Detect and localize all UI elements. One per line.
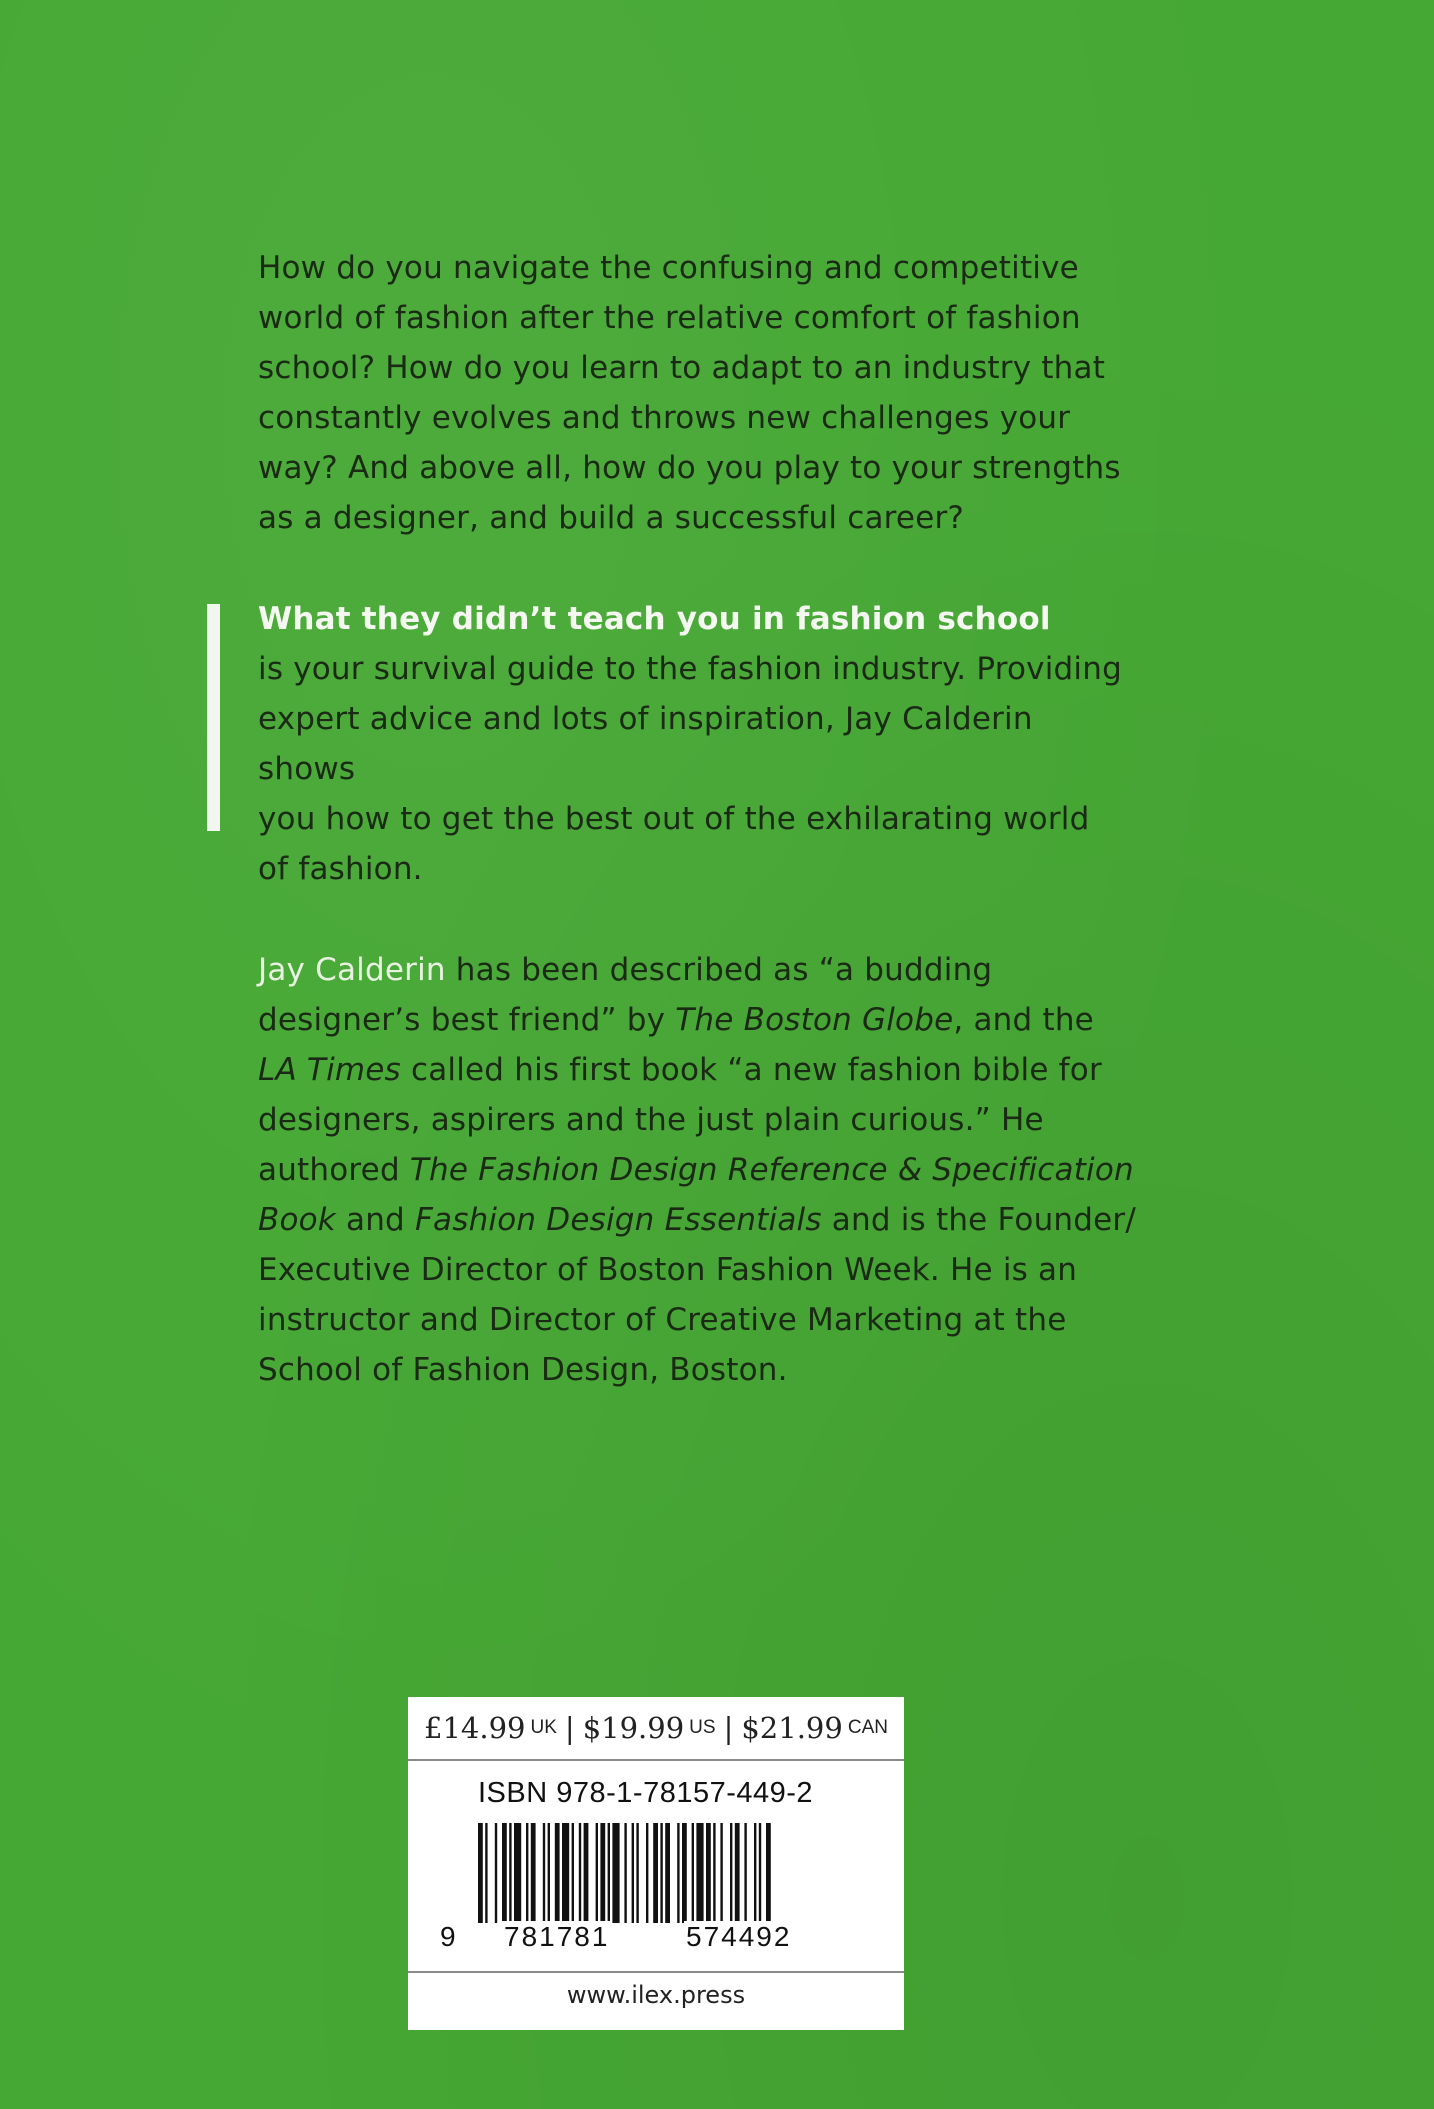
author-name: Jay Calderin	[258, 952, 446, 988]
divider	[408, 1759, 904, 1761]
blurb-accent-bar	[207, 604, 220, 831]
publication-name: LA Times	[258, 1052, 401, 1088]
author-line: Executive Director of Boston Fashion Week. He is an	[258, 1252, 1078, 1288]
author-line	[258, 1045, 1138, 1095]
blurb-line: expert advice and lots of inspiration, Jay Calderin shows	[258, 701, 1033, 787]
book-title: What they didn’t teach you in fashion school	[258, 601, 1051, 637]
currency-can: CAN	[847, 1717, 888, 1738]
author-text: and is the Founder/	[821, 1202, 1137, 1238]
author-line	[258, 1195, 1138, 1245]
blurb-paragraph	[258, 594, 1138, 894]
author-text: has been described as “a budding	[445, 952, 993, 988]
intro-line: How do you navigate the confusing and competitive	[258, 250, 1079, 286]
intro-line: constantly evolves and throws new challenges your	[258, 400, 1071, 436]
book-reference: Book	[258, 1202, 336, 1238]
author-text: designer’s best friend” by	[258, 1002, 676, 1038]
barcode-panel	[408, 1697, 904, 2030]
author-line: designers, aspirers and the just plain curious.” He	[258, 1102, 1044, 1138]
author-line: instructor and Director of Creative Marketing at the	[258, 1302, 1067, 1338]
intro-paragraph	[258, 243, 1138, 543]
currency-us: US	[689, 1717, 716, 1738]
divider	[408, 1971, 904, 1973]
intro-line: world of fashion after the relative comfort of fashion	[258, 300, 1081, 336]
intro-line: school? How do you learn to adapt to an industry that	[258, 350, 1106, 386]
author-line	[258, 1145, 1138, 1195]
barcode-digits-left: 781781	[504, 1921, 610, 1952]
price-uk: £14.99	[424, 1711, 526, 1745]
author-text: , and the	[953, 1002, 1094, 1038]
publication-name: The Boston Globe	[675, 1002, 954, 1038]
author-text: and	[335, 1202, 415, 1238]
blurb-line: you how to get the best out of the exhilarating world	[258, 801, 1090, 837]
barcode-digit-first: 9	[440, 1921, 458, 1952]
price-separator: |	[564, 1711, 575, 1745]
price-separator: |	[723, 1711, 734, 1745]
author-line	[258, 945, 1138, 995]
author-text: called his first book “a new fashion bible for	[400, 1052, 1102, 1088]
blurb-line: is your survival guide to the fashion industry. Providing	[258, 651, 1122, 687]
price-can: $21.99	[741, 1711, 843, 1745]
intro-line: as a designer, and build a successful career?	[258, 500, 965, 536]
isbn-label: ISBN 978-1-78157-449-2	[478, 1777, 814, 1809]
author-bio	[258, 945, 1138, 1395]
price-us: $19.99	[582, 1711, 685, 1745]
currency-uk: UK	[530, 1717, 557, 1738]
publisher-website: www.ilex.press	[566, 1981, 746, 2009]
barcode-digits-right: 574492	[686, 1921, 792, 1952]
intro-line: way? And above all, how do you play to your strengths	[258, 450, 1121, 486]
blurb-line: of fashion.	[258, 851, 423, 887]
price-row	[408, 1697, 904, 1759]
barcode-icon	[478, 1823, 858, 1923]
book-reference: Fashion Design Essentials	[414, 1202, 822, 1238]
author-line: School of Fashion Design, Boston.	[258, 1352, 788, 1388]
author-text: authored	[258, 1152, 410, 1188]
book-reference: The Fashion Design Reference & Specification	[409, 1152, 1134, 1188]
author-line	[258, 995, 1138, 1045]
